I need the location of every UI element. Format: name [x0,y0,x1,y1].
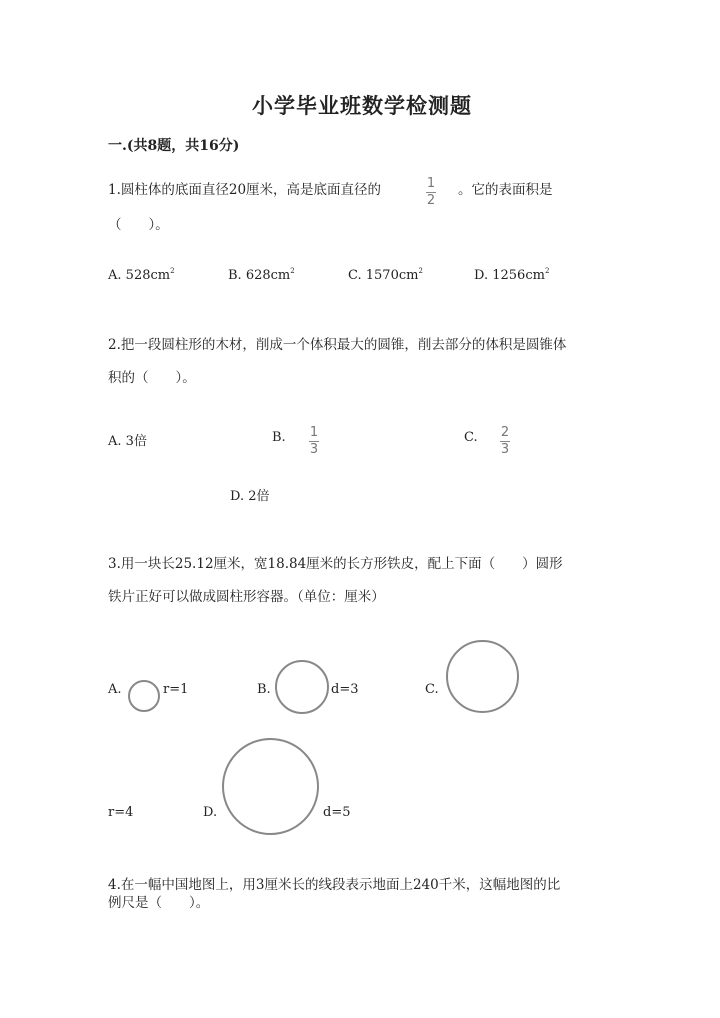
fraction-denominator: 3 [309,442,319,457]
fraction-numerator: 1 [426,176,436,191]
q3-option-c-value: r=4 [108,805,134,820]
q3-option-c-circle [446,640,519,713]
question-2-text-line2: 积的（ ）。 [108,370,196,386]
option-value: 2倍 [248,489,270,504]
fraction-numerator: 1 [309,425,319,440]
option-label: C. [348,268,362,283]
q3-option-b-circle [275,660,329,714]
option-value: 3倍 [125,434,147,449]
unit-superscript: 2 [418,267,423,275]
q3-option-d-circle [222,738,319,835]
unit-superscript: 2 [290,267,295,275]
question-1-text-line2: （ ）。 [108,217,169,233]
question-3-text-line1: 3.用一块长25.12厘米，宽18.84厘米的长方形铁皮，配上下面（ ）圆形 [108,556,563,572]
question-1-fraction [426,177,436,208]
page-title: 小学毕业班数学检测题 [252,93,472,118]
fraction-denominator: 2 [426,193,436,208]
question-4-text-line2: 例尺是（ ）。 [108,895,210,911]
q3-option-d-label[interactable]: D. [203,805,218,820]
q2-option-b-label[interactable]: B. [272,430,286,445]
q3-option-c-label[interactable]: C. [425,682,439,697]
q1-option-d[interactable] [474,268,549,283]
q3-option-d-value: d=5 [323,805,351,820]
option-label: D. [230,489,245,504]
question-2-text-line1: 2.把一段圆柱形的木材，削成一个体积最大的圆锥，削去部分的体积是圆锥体 [108,337,567,353]
unit-superscript: 2 [544,267,550,275]
option-label: B. [228,268,242,283]
q3-option-b-label[interactable]: B. [257,682,271,697]
q3-option-a-value: r=1 [163,682,189,697]
option-value: 528cm [125,268,171,283]
unit-superscript: 2 [170,267,175,275]
question-1-text-a: 1.圆柱体的底面直径20厘米，高是底面直径的 [108,182,382,198]
q2-option-a[interactable] [108,430,147,449]
q2-option-c-fraction [500,426,510,457]
q1-option-b[interactable] [228,268,295,283]
option-label: D. [474,268,489,283]
q3-option-a-label[interactable]: A. [108,682,122,697]
option-value: 628cm [245,268,291,283]
question-4-text-line1: 4.在一幅中国地图上，用3厘米长的线段表示地面上240千米，这幅地图的比 [108,877,561,893]
question-3-text-line2: 铁片正好可以做成圆柱形容器。（单位：厘米） [108,589,385,605]
section-header: 一.(共8题，共16分) [108,138,240,154]
q3-option-b-value: d=3 [331,682,359,697]
option-label: A. [108,268,122,283]
q3-option-a-circle [128,680,160,712]
question-1-text-b: 。它的表面积是 [458,182,553,198]
fraction-denominator: 3 [500,442,510,457]
q1-option-a[interactable] [108,268,175,283]
fraction-numerator: 2 [500,425,510,440]
q2-option-b-fraction [309,426,319,457]
option-value: 1256cm [492,268,545,283]
option-label: A. [108,434,122,449]
option-value: 1570cm [365,268,419,283]
q1-option-c[interactable] [348,268,423,283]
q2-option-d[interactable] [230,485,270,504]
q2-option-c-label[interactable]: C. [464,430,478,445]
